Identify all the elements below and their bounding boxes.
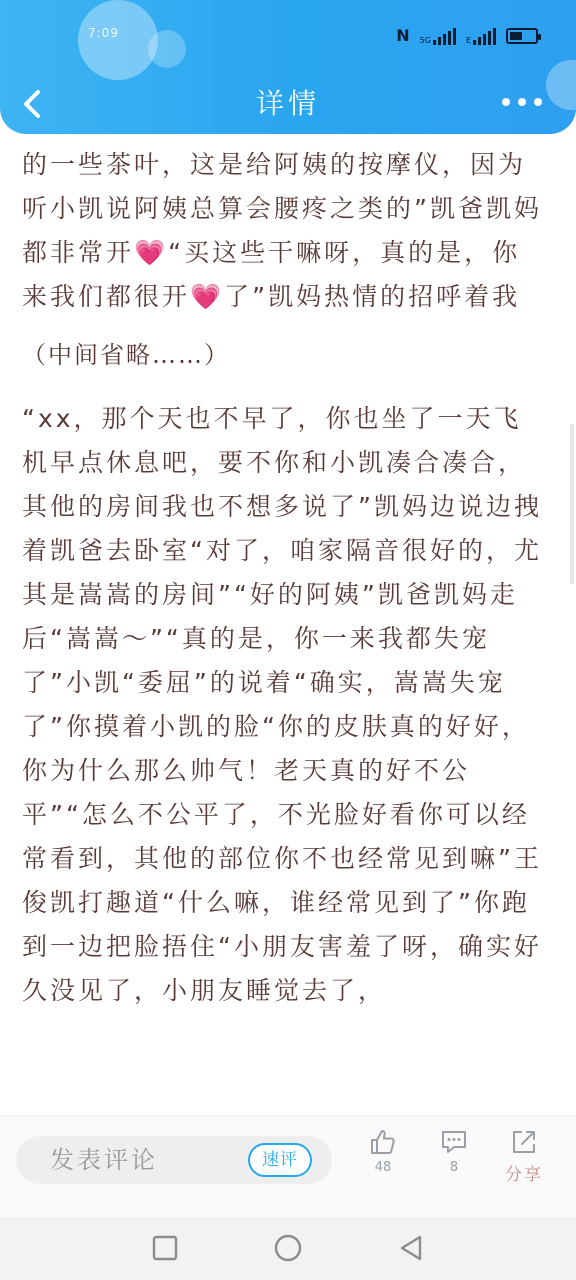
article-paragraph: 的一些茶叶，这是给阿姨的按摩仪，因为听小凯说阿姨总算会腰疼之类的”凯爸凯妈都非常开💗“买这些干嘛呀，真的是，你来我们都很开💗了”凯妈热情的招呼着我 bbox=[22, 150, 542, 311]
bottom-action-bar bbox=[0, 1115, 576, 1217]
comment-bubble-icon bbox=[440, 1128, 468, 1156]
quick-comment-button[interactable]: 速评 bbox=[248, 1143, 312, 1177]
signal-5g-icon: 5G bbox=[420, 27, 456, 45]
home-button[interactable] bbox=[273, 1233, 303, 1263]
comment-count: 8 bbox=[449, 1160, 459, 1175]
thumbs-up-icon bbox=[369, 1128, 397, 1156]
share-label: 分享 bbox=[505, 1165, 543, 1185]
more-button[interactable] bbox=[502, 98, 542, 106]
signal-e-icon: E bbox=[466, 27, 496, 45]
system-back-button[interactable] bbox=[396, 1233, 426, 1263]
battery-icon bbox=[506, 28, 538, 44]
article-omitted-note: （中间省略……） bbox=[22, 341, 230, 369]
share-button[interactable] bbox=[494, 1128, 554, 1185]
top-header bbox=[0, 0, 576, 134]
comment-input[interactable]: 发表评论 bbox=[16, 1136, 332, 1184]
circle-icon bbox=[273, 1233, 303, 1263]
status-icons bbox=[396, 26, 538, 45]
recent-apps-button[interactable] bbox=[150, 1233, 180, 1263]
like-button[interactable] bbox=[353, 1128, 413, 1175]
decor-bubble bbox=[78, 0, 158, 80]
triangle-back-icon bbox=[396, 1233, 426, 1263]
status-time: 7:09 bbox=[88, 26, 119, 40]
comment-button[interactable] bbox=[424, 1128, 484, 1175]
nfc-icon: N bbox=[396, 26, 410, 45]
scrollbar[interactable] bbox=[570, 424, 574, 584]
square-icon bbox=[150, 1233, 180, 1263]
article-paragraph: “xx，那个天也不早了，你也坐了一天飞机早点休息吧，要不你和小凯凑合凑合，其他的房间我也不想多说了”凯妈边说边拽着凯爸去卧室“对了，咱家隔音很好的，尤其是嵩嵩的房间”“好的阿姨”凯爸凯妈走后“嵩嵩～”“真的是，你一来我都失宠了”小凯“委屈”的说着“确实，嵩嵩失宠了”你摸着小凯的脸“你的皮肤真的好好，你为什么那么帅气！老天真的好不公平”“怎么不公平了，不光脸好看你可以经常看到，其他的部位你不也经常见到嘛”王俊凯打趣道“什么嘛，谁经常见到了”你跑到一边把脸捂住“小朋友害羞了呀，确实好久没见了，小朋友睡觉去了， bbox=[22, 404, 542, 1005]
page-title: 详情 bbox=[255, 87, 320, 120]
more-dots-icon bbox=[502, 98, 510, 106]
share-icon bbox=[510, 1128, 538, 1156]
like-count: 48 bbox=[374, 1160, 392, 1175]
decor-bubble bbox=[148, 30, 186, 68]
article-content bbox=[22, 140, 542, 1115]
system-nav-bar bbox=[0, 1217, 576, 1280]
